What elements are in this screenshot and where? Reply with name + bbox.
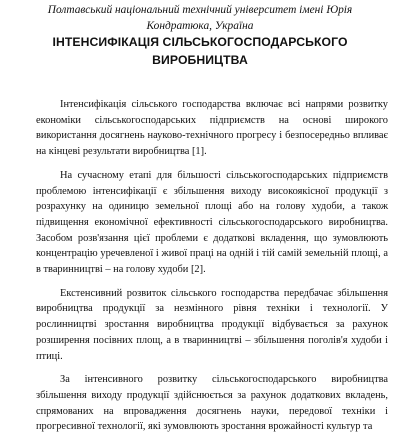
paragraph-4: За інтенсивного розвитку сільськогосподарського виробництва збільшення виходу продукції здійснюється за рахунок додаткових вкладень, спрямованих на впровадження досягнень науки, передової техніки і прогресивної технології, які зумовлюють зростання врожайності культур та (36, 374, 388, 433)
paragraph-2: На сучасному етапі для більшості сільськогосподарських підприємств проблемою інтенсифікації є збільшення виходу високоякісної продукції з розрахунку на одиницю земельної площі або на голову худоби, а також підвищення економічної ефективності сільськогосподарського виробництва. Засобом розв'язання цієї проблеми є додаткові вкладення, що зумовлюють концентрацію уречевленої і живої праці на одній і тій самій земельній площі, а в тваринництві – на голову худоби [2]. (36, 169, 388, 276)
article-body (36, 97, 388, 443)
paragraph-1: Інтенсифікація сільського господарства включає всі напрями розвитку економіки сільськогосподарських підприємств на основі широкого використання досягнень науково-технічного прогресу і безпосередньо впливає на кінцеві результати виробництва [1]. (36, 99, 388, 158)
paragraph-3: Екстенсивний розвиток сільського господарства передбачає збільшення виробництва продукції за незмінного рівня техніки і технології. У рослинництві зростання виробництва продукції відбувається за рахунок розширення посівних площ, а в тваринництві – збільшення поголів'я худоби і птиці. (36, 287, 388, 362)
author-affiliation: Полтавський національний технічний університет імені Юрія Кондратюка, Україна (47, 4, 353, 32)
article-title: ІНТЕНСИФІКАЦІЯ СІЛЬСЬКОГОСПОДАРСЬКОГО ВИРОБНИЦТВА (52, 35, 348, 67)
